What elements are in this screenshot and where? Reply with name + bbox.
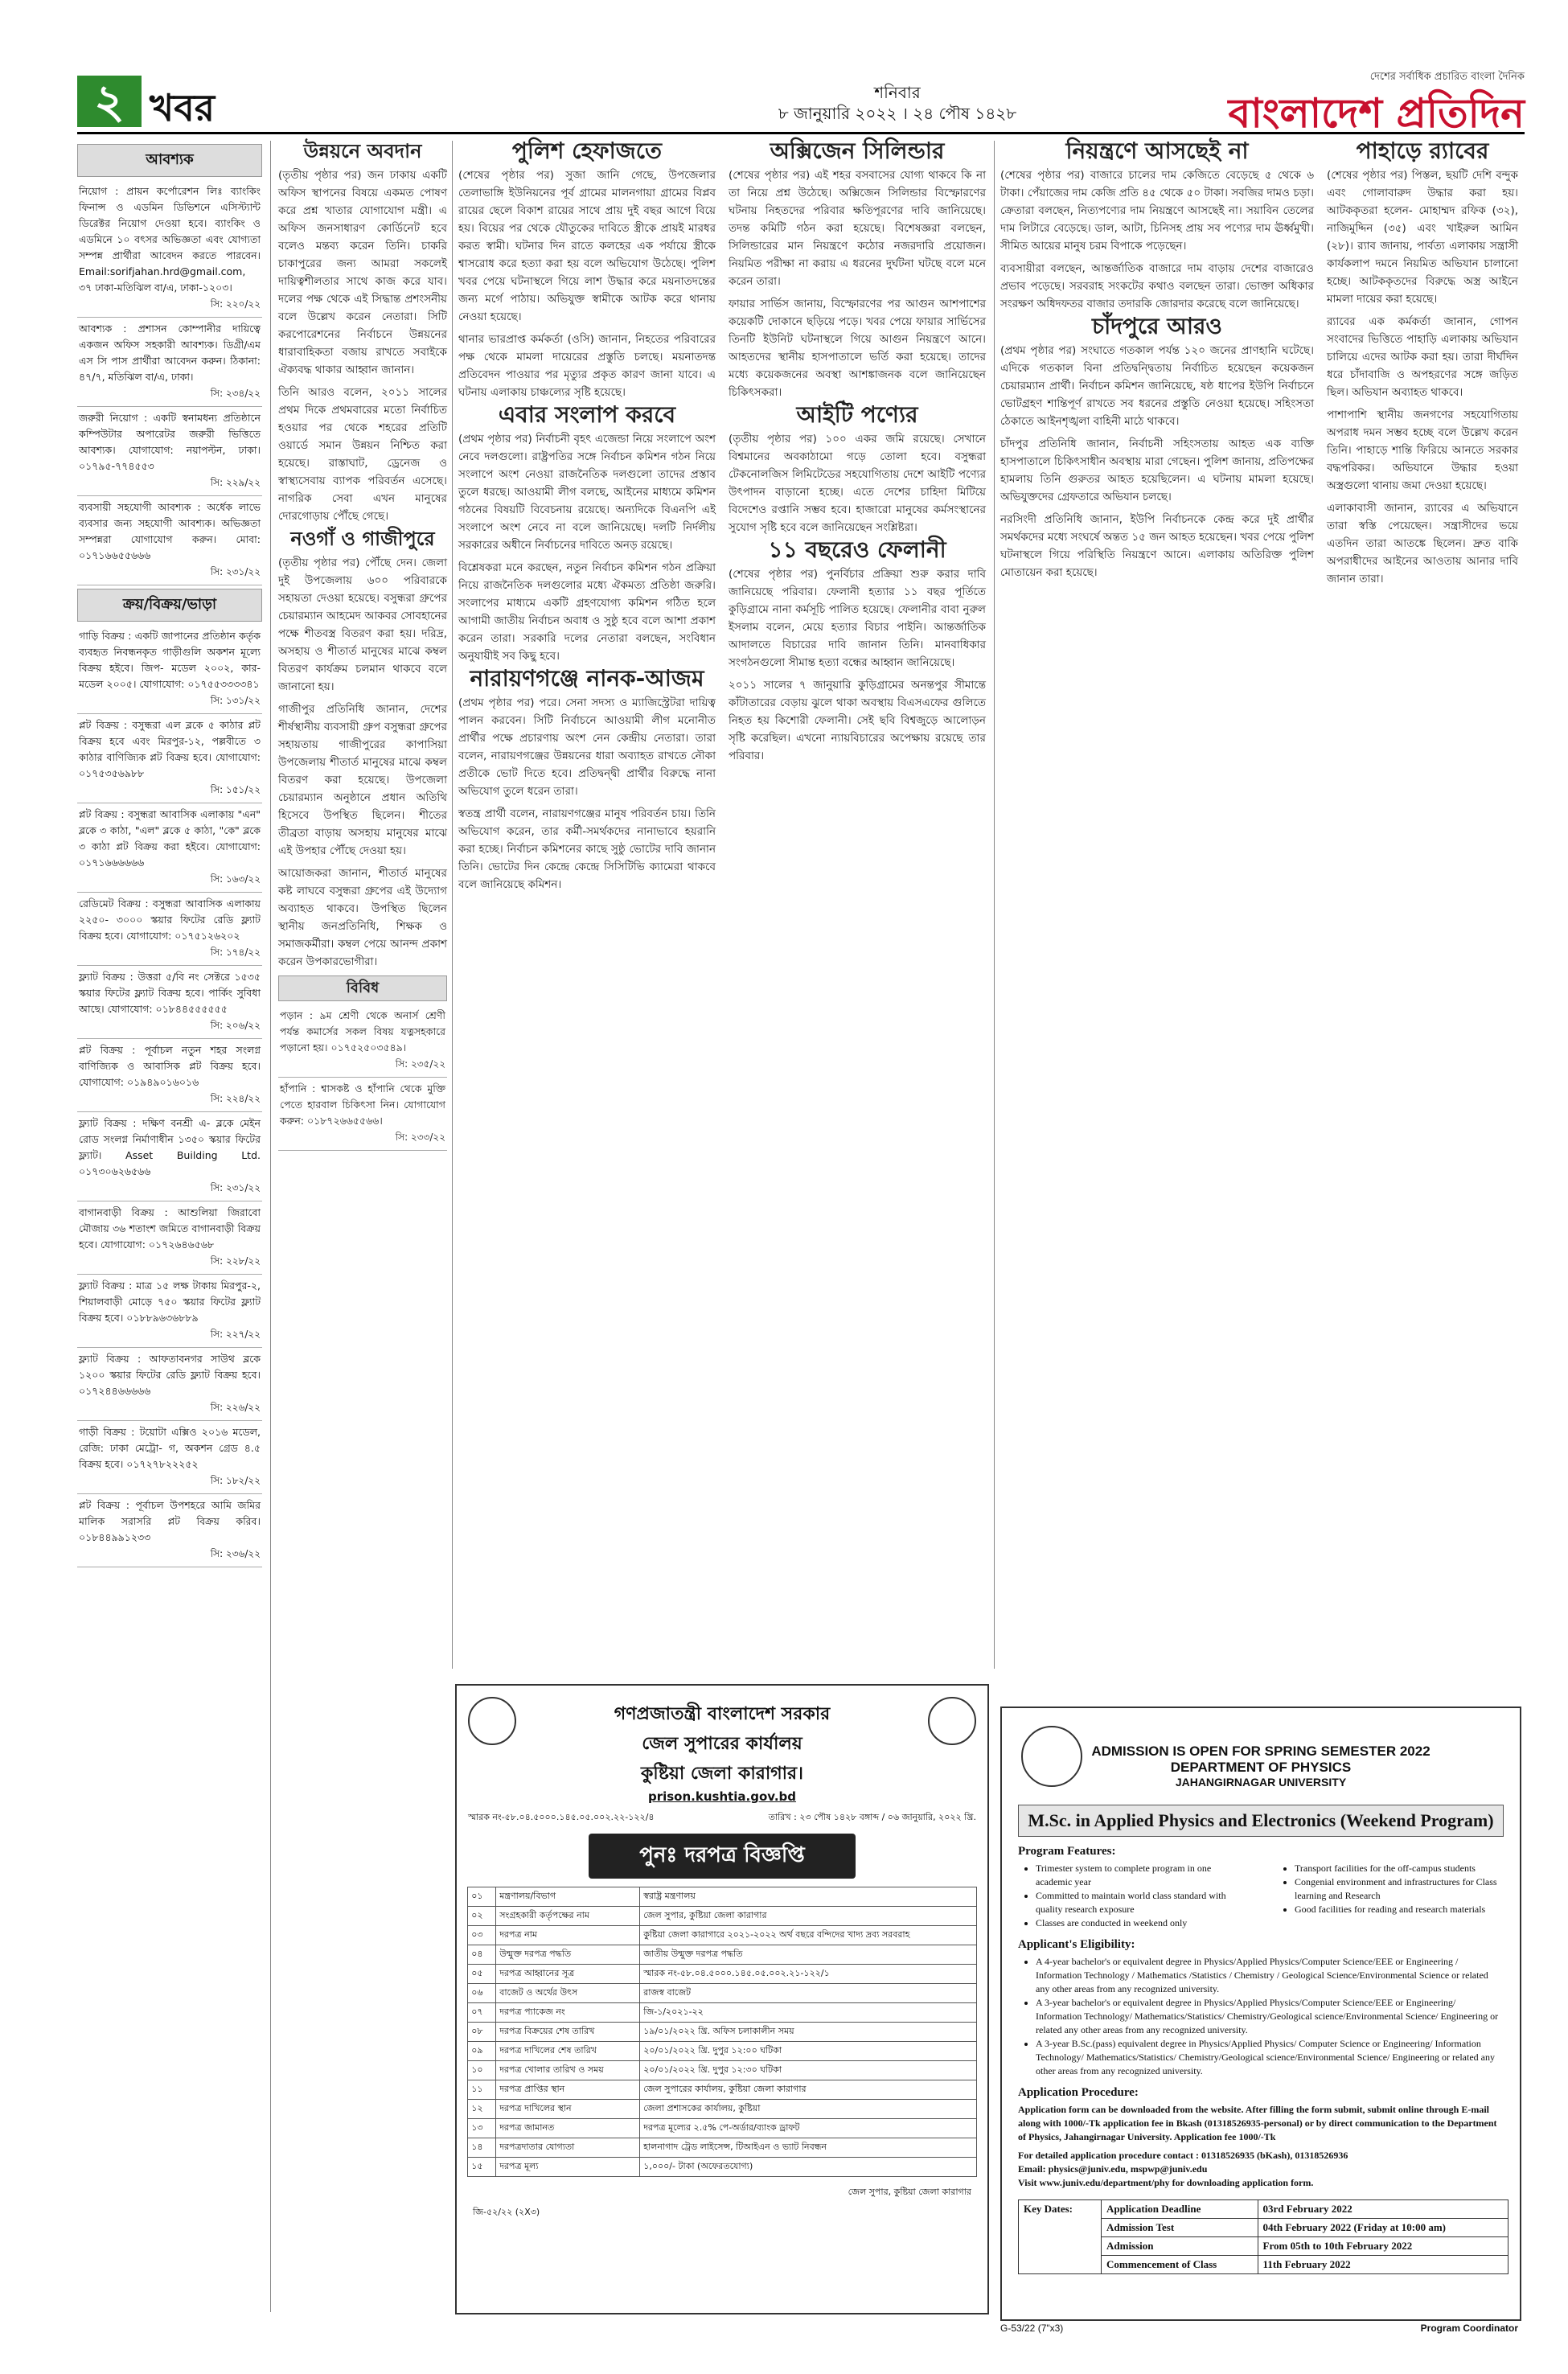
notice-date: তারিখ : ২৩ পৌষ ১৪২৮ বঙ্গাব্দ / ০৬ জানুয়ারি, ২০২২ খ্রি. bbox=[768, 1812, 976, 1822]
ad-code: সি: ২২৪/২২ bbox=[210, 1093, 261, 1104]
key-dates-label bbox=[1019, 2237, 1102, 2256]
article-text: (তৃতীয় পৃষ্ঠার পর) ১০০ একর জমি রয়েছে। সেখানে বিশ্বমানের অবকাঠামো গড়ে তোলা হবে। বসুন্ধরা টেকনোলজিস লিমিটেডের সহযোগিতায় দেশে আইটি পণ্যের উৎপাদন বাড়ানো হচ্ছে। এতে দেশের চাহিদা মিটিয়ে বিদেশেও রপ্তানি সম্ভব হবে। হাজারো মানুষের কর্মসংস্থানের সুযোগ সৃষ্টি হবে বলে জানিয়েছেন সংশ্লিষ্টরা। bbox=[729, 433, 986, 534]
article-text: র‍্যাবের এক কর্মকর্তা জানান, গোপন সংবাদের ভিত্তিতে পাহাড়ি এলাকায় অভিযান চালিয়ে এদের আটক করা হয়। তারা দীর্ঘদিন ধরে চাঁদাবাজি ও অপহরণের সঙ্গে জড়িত ছিল। অভিযান অব্যাহত থাকবে। bbox=[1327, 315, 1518, 399]
key-dates-table bbox=[1018, 2199, 1508, 2274]
ad-code: সি: ১৩১/২২ bbox=[210, 695, 261, 706]
notice-cell: ১৪ bbox=[468, 2138, 496, 2158]
ad-code: সি: ২৩৬/২২ bbox=[210, 1548, 261, 1559]
ad-code: সি: ১৫১/২২ bbox=[210, 784, 261, 795]
notice-row bbox=[468, 2003, 977, 2023]
eligibility-item: • A 3-year bachelor's or equivalent degree in Physics/Applied Physics/Computer Science/EEE or Engineering/ Information Technology/ Mathematics/Statistics/ Chemistry/Geological science/Environmental Science/ Engineering or related any other areas from any recognized university. bbox=[1036, 1996, 1504, 2037]
notice-cell: সংগ্রহকারী কর্তৃপক্ষের নাম bbox=[496, 1907, 640, 1926]
article-text: (তৃতীয় পৃষ্ঠার পর) পৌঁছে দেন। জেলা দুই উপজেলায় ৬০০ পরিবারকে সহায়তা দেওয়া হয়েছে। বসুন্ধরা গ্রুপের চেয়ারম্যান আহমেদ আকবর সোবহানের পক্ষে শীতবস্ত্র বিতরণ করা হয়। দরিদ্র, অসহায় ও শীতার্ত মানুষের মাঝে কম্বল বিতরণ কার্যক্রম চলমান থাকবে বলে জানানো হয়। bbox=[278, 557, 447, 693]
ad-text: জরুরী নিয়োগ : একটি স্বনামধন্য প্রতিষ্ঠানে কম্পিউটার অপারেটর জরুরী ভিত্তিতে আবশ্যক। যোগাযোগ: নয়াপল্টন, ঢাকা। ০১৭৯৫-৭৭৪৫৫৩ bbox=[79, 412, 261, 472]
notice-cell: দরপত্র প্রাপ্তির স্থান bbox=[496, 2080, 640, 2100]
university-name: JAHANGIRNAGAR UNIVERSITY bbox=[1175, 1776, 1347, 1789]
features-heading: Program Features: bbox=[1018, 1845, 1116, 1858]
article-text: স্বতন্ত্র প্রার্থী বলেন, নারায়ণগঞ্জের মানুষ পরিবর্তন চায়। তিনি অভিযোগ করেন, তার কর্মী-সমর্থকদের নানাভাবে হয়রানি করা হচ্ছে। নির্বাচন কমিশনের কাছে সুষ্ঠু ভোটের দাবি জানান তিনি। ভোটের দিন কেন্দ্রে কেন্দ্রে সিসিটিভি ক্যামেরা থাকবে বলে জানিয়েছে কমিশন। bbox=[458, 807, 716, 891]
key-date-value: From 05th to 10th February 2022 bbox=[1258, 2237, 1508, 2256]
classified-ad bbox=[77, 1421, 262, 1494]
notice-cell: জেলা প্রশাসকের কার্যালয়, কুষ্টিয়া bbox=[640, 2100, 977, 2119]
govt-seal-icon bbox=[468, 1697, 516, 1745]
notice-cell: দরপত্র মূল্য bbox=[496, 2158, 640, 2177]
features-left bbox=[1018, 1862, 1245, 1930]
ad-text: বাগানবাড়ী বিক্রয় : আশুলিয়া জিরাবো মৌজায় ৩৬ শতাংশ জমিতে বাগানবাড়ী বিক্রয় হবে। যোগাযোগ: ০১৭২৬৪৬৫৬৮ bbox=[79, 1206, 261, 1251]
eligibility-item: • A 3-year B.Sc.(pass) equivalent degree in Physics/Applied Physics/ Computer Science or Engineering/ Information Technology/ Mathematics/Statistics/ Chemistry/Geological science/Environmental Science/ Engineering or related any other areas from any recognized university. bbox=[1036, 2037, 1504, 2078]
notice-cell: জেল সুপার, কুষ্টিয়া জেলা কারাগার bbox=[640, 1907, 977, 1926]
article-text: আয়োজকরা জানান, শীতার্ত মানুষের কষ্ট লাঘবে বসুন্ধরা গ্রুপের এই উদ্যোগ অব্যাহত থাকবে। উপস্থিত ছিলেন স্থানীয় জনপ্রতিনিধি, শিক্ষক ও সমাজকর্মীরা। কম্বল পেয়ে আনন্দ প্রকাশ করেন উপকারভোগীরা। bbox=[278, 867, 447, 968]
article-text: গাজীপুর প্রতিনিধি জানান, দেশের শীর্ষস্থানীয় ব্যবসায়ী গ্রুপ বসুন্ধরা গ্রুপের সহায়তায় গাজীপুরের কাপাসিয়া উপজেলায় শীতার্ত মানুষের মাঝে কম্বল বিতরণ করা হয়েছে। উপজেলা চেয়ারম্যান অনুষ্ঠানে প্রধান অতিথি হিসেবে উপস্থিত ছিলেন। শীতের তীব্রতা বাড়ায় অসহায় মানুষের মাঝে এই উপহার পৌঁছে দেওয়া হয়। bbox=[278, 703, 447, 857]
notice-cell: ১০ bbox=[468, 2061, 496, 2080]
classified-head-wanted: আবশ্যক bbox=[77, 144, 262, 177]
notice-cell: ১২ bbox=[468, 2100, 496, 2119]
ad-text: পড়ান : ৯ম শ্রেণী থেকে অনার্স শ্রেণী পর্যন্ত কমার্সের সকল বিষয় যত্নসহকারে পড়ানো হয়। ০১৭৫২৫০৩৫৪৯। bbox=[280, 1009, 445, 1054]
ad-text: প্লট বিক্রয় : বসুন্ধরা আবাসিক এলাকায় "এন" ব্লকে ৩ কাঠা, "এল" ব্লকে ৫ কাঠা, "কে" ব্লকে ৩ কাঠা প্লট বিক্রয় করা হইবে। যোগাযোগ: ০১৭১৬৬৬৬৬৬ bbox=[79, 808, 261, 869]
notice-cell: জাতীয় উন্মুক্ত দরপত্র পদ্ধতি bbox=[640, 1945, 977, 1965]
article-text: (প্রথম পৃষ্ঠার পর) পরে। সেনা সদস্য ও ম্যাজিস্ট্রেটরা দায়িত্ব পালন করবেন। সিটি নির্বাচনে আওয়ামী লীগ মনোনীত প্রার্থীর পক্ষে প্রচারণায় অংশ নেন কেন্দ্রীয় নেতারা। তারা বলেন, নারায়ণগঞ্জের উন্নয়নের ধারা অব্যাহত রাখতে নৌকা প্রতীকে ভোট দিতে হবে। প্রতিদ্বন্দ্বী প্রার্থীর বিরুদ্ধে নানা অভিযোগ তুলে ধরেন তারা। bbox=[458, 696, 716, 798]
article-text: ব্যবসায়ীরা বলছেন, আন্তর্জাতিক বাজারে দাম বাড়ায় দেশের বাজারেও প্রভাব পড়েছে। সরবরাহ সংকটের কথাও বলছেন তারা। ভোক্তা অধিকার সংরক্ষণ অধিদফতর বাজার তদারকি জোরদার করেছে বলে জানিয়েছে। bbox=[1000, 262, 1314, 310]
article-text: (শেষের পৃষ্ঠার পর) বাজারে চালের দাম কেজিতে বেড়েছে ৫ থেকে ৬ টাকা। পেঁয়াজের দাম কেজি প্রতি ৪৫ থেকে ৫০ টাকা। সবজির দামও চড়া। ক্রেতারা বলছেন, নিত্যপণ্যের দাম নিয়ন্ত্রণে আসছেই না। সয়াবিন তেলের দাম লিটারে বেড়েছে। ডাল, আটা, চিনিসহ প্রায় সব পণ্যের দাম ঊর্ধ্বমুখী। সীমিত আয়ের মানুষ চরম বিপাকে পড়েছেন। bbox=[1000, 169, 1314, 253]
notice-cell: স্মারক নং-৫৮.০৪.৫০০০.১৪৫.০৫.০০২.২১-১২২/১ bbox=[640, 1965, 977, 1984]
notice-cell: উন্মুক্ত দরপত্র পদ্ধতি bbox=[496, 1945, 640, 1965]
notice-signature: জেল সুপার, কুষ্টিয়া জেলা কারাগার bbox=[848, 2187, 971, 2197]
notice-cell: ০৩ bbox=[468, 1926, 496, 1945]
article-text: বিশ্লেষকরা মনে করছেন, নতুন নির্বাচন কমিশন গঠন প্রক্রিয়া নিয়ে রাজনৈতিক দলগুলোর মধ্যে ঐকমত্য প্রতিষ্ঠা জরুরি। সংলাপের মাধ্যমে একটি গ্রহণযোগ্য কমিশন গঠিত হলে আগামী জাতীয় নির্বাচন অবাধ ও সুষ্ঠু হবে বলে আশা প্রকাশ করেন তারা। সরকারি দলের নেতারা বলছেন, সংবিধান অনুযায়ীই সব কিছু হবে। bbox=[458, 561, 716, 663]
ad-text: নিয়োগ : প্রায়ন কর্পোরেশন লিঃ ব্যাংকিং ফিনান্স ও এডমিন ডিভিশনে এসিস্ট্যান্ট ডিরেক্টর নিয়োগ দেওয়া হবে। ব্যাংকিং ও এডমিনে ১০ বৎসর অভিজ্ঞতা এবং যোগ্যতা সম্পন্ন প্রার্থীরা আবেদন করতে পারবেন। Email:sorifjahan.hrd@gmail.com, ৩৭ ঢাকা-মতিঝিল বা/এ, ঢাকা-১২০৩। bbox=[79, 185, 261, 294]
notice-cell: ২০/০১/২০২২ খ্রি. দুপুর ১২:৩০ ঘটিকা bbox=[640, 2061, 977, 2080]
headline: পাহাড়ে র‍্যাবের bbox=[1356, 138, 1489, 164]
notice-cell: জি-১/২০২১-২২ bbox=[640, 2003, 977, 2023]
ad-code: সি: ২২৬/২২ bbox=[210, 1402, 261, 1413]
eligibility-list bbox=[1018, 1955, 1504, 2078]
column-police-custody bbox=[458, 138, 716, 898]
ad-code: সি: ১৭৪/২২ bbox=[210, 947, 261, 958]
notice-cell: দরপত্র প্যাকেজ নং bbox=[496, 2003, 640, 2023]
key-date-row bbox=[1019, 2237, 1508, 2256]
feature-item: • Committed to maintain world class standard with quality research exposure bbox=[1036, 1889, 1245, 1916]
classified-ad bbox=[77, 1494, 262, 1567]
department-name: DEPARTMENT OF PHYSICS bbox=[1170, 1760, 1352, 1775]
classified-ad bbox=[77, 1201, 262, 1275]
notice-row bbox=[468, 1907, 977, 1926]
article-text: চাঁদপুর প্রতিনিধি জানান, নির্বাচনী সহিংসতায় আহত এক ব্যক্তি হাসপাতালে চিকিৎসাধীন অবস্থায় মারা গেছেন। পুলিশ জানায়, প্রতিপক্ষের হামলায় তিনি গুরুতর আহত হয়েছিলেন। এ ঘটনায় মামলা হয়েছে। অভিযুক্তদের গ্রেফতারে অভিযান চলছে। bbox=[1000, 437, 1314, 503]
ad-text: ব্যবসায়ী সহযোগী আবশ্যক : অর্ধেক লাভে ব্যবসার জন্য সহযোগী আবশ্যক। অভিজ্ঞতা সম্পন্নরা যোগাযোগ করুন। মোবা: ০১৭১৬৬৫৫৬৬৬ bbox=[79, 501, 261, 561]
key-date-event: Commencement of Class bbox=[1102, 2256, 1258, 2274]
notice-row bbox=[468, 2023, 977, 2042]
notice-cell: মন্ত্রণালয়/বিভাগ bbox=[496, 1887, 640, 1907]
tender-notice bbox=[455, 1684, 989, 2314]
classified-ad bbox=[77, 893, 262, 966]
notice-code: জি-৫২/২২ (২X৩) bbox=[473, 2207, 540, 2217]
notice-row bbox=[468, 2042, 977, 2061]
article-text: (শেষের পৃষ্ঠার পর) পুনর্বিচার প্রক্রিয়া শুরু করার দাবি জানিয়েছে পরিবার। ফেলানী হত্যার ১১ বছর পূর্তিতে কুড়িগ্রামে নানা কর্মসূচি পালিত হয়েছে। ফেলানীর বাবা নুরুল ইসলাম বলেন, মেয়ে হত্যার বিচার পাইনি। আন্তর্জাতিক আদালতে বিচারের দাবি জানান তিনি। মানবাধিকার সংগঠনগুলো সীমান্ত হত্যা বন্ধের আহ্বান জানিয়েছে। bbox=[729, 568, 986, 669]
notice-row bbox=[468, 1984, 977, 2003]
feature-item: • Good facilities for reading and research materials bbox=[1295, 1903, 1504, 1916]
article-text: পাশাপাশি স্থানীয় জনগণের সহযোগিতায় অপরাধ দমন সম্ভব হচ্ছে বলে উল্লেখ করেন তিনি। পাহাড়ে শান্তি ফিরিয়ে আনতে সরকার বদ্ধপরিকর। অভিযানে উদ্ধার হওয়া অস্ত্রগুলো থানায় জমা দেওয়া হয়েছে। bbox=[1327, 409, 1518, 492]
notice-cell: কুষ্টিয়া জেলা কারাগারে ২০২১-২০২২ অর্থ বছরে বন্দিদের খাদ্য দ্রব্য সরবরাহ bbox=[640, 1926, 977, 1945]
ad-code: সি: ২০৬/২২ bbox=[210, 1020, 261, 1031]
article-text: (শেষের পৃষ্ঠার পর) সুজা জানি গেছে, উপজেলার তেলাভাঙ্গি ইউনিয়নের পূর্ব গ্রামের মালনগায়া গ্রামের বিপ্লব রায়ের ছেলে বিকাশ রায়ের সাথে প্রায় দুই বছর আগে বিয়ে হয়। বিয়ের পর থেকে যৌতুকের দাবিতে স্ত্রীকে প্রায়ই মারধর করত স্বামী। ঘটনার দিন রাতে কলহের এক পর্যায়ে স্ত্রীকে শ্বাসরোধ করে হত্যা করা হয় বলে অভিযোগ উঠেছে। পুলিশ খবর পেয়ে ঘটনাস্থলে গিয়ে লাশ উদ্ধার করে ময়নাতদন্তের জন্য মর্গে পাঠায়। অভিযুক্ত স্বামীকে আটক করে থানায় নেওয়া হয়েছে। bbox=[458, 169, 716, 323]
notice-table bbox=[467, 1887, 977, 2177]
program-coordinator: Program Coordinator bbox=[1420, 2323, 1518, 2334]
key-dates-label: Key Dates: bbox=[1019, 2200, 1102, 2219]
ad-text: ফ্ল্যাট বিক্রয় : উত্তরা ৫/বি নং সেক্টরে ১৫৩৫ স্কয়ার ফিটের ফ্ল্যাট বিক্রয় হবে। পার্কিং সুবিধা আছে। যোগাযোগ: ০১৮৪৪৫৫৫৫৫৫ bbox=[79, 971, 261, 1015]
key-date-event: Admission Test bbox=[1102, 2219, 1258, 2237]
logo-tagline: দেশের সর্বাধিক প্রচারিত বাংলা দৈনিক bbox=[1369, 71, 1525, 83]
article-text: (প্রথম পৃষ্ঠার পর) সংঘাতে গতকাল পর্যন্ত ১২০ জনের প্রাণহানি ঘটেছে। এদিকে গতকাল বিনা প্রতিদ্বন্দ্বিতায় নির্বাচিত হয়েছেন কয়েকজন চেয়ারম্যান প্রার্থী। নির্বাচন কমিশন জানিয়েছে, ষষ্ঠ ধাপের ইউপি নির্বাচনে ভোটগ্রহণ শান্তিপূর্ণ রাখতে সব ধরনের প্রস্তুতি নেওয়া হয়েছে। সহিংসতা ঠেকাতে আইনশৃঙ্খলা বাহিনী মাঠে থাকবে। bbox=[1000, 344, 1314, 428]
key-date-row bbox=[1019, 2219, 1508, 2237]
column-rule bbox=[270, 141, 271, 2312]
admission-title: ADMISSION IS OPEN FOR SPRING SEMESTER 2022 bbox=[1091, 1744, 1430, 1759]
ad-code: সি: ১৬৩/২২ bbox=[210, 873, 261, 885]
classified-ad bbox=[77, 966, 262, 1039]
key-date-event: Admission bbox=[1102, 2237, 1258, 2256]
notice-cell: ১৩ bbox=[468, 2119, 496, 2138]
newspaper-logo: বাংলাদেশ প্রতিদিন bbox=[1228, 89, 1525, 137]
ad-text: গাড়ি বিক্রয় : একটি জাপানের প্রতিষ্ঠান কর্তৃক ব্যবহৃত নিবন্ধনকৃত গাড়ীগুলি অকশন মূল্যে বিক্রয় হইবে। জিপ- মডেল ২০০২, কার- মডেল ২০০৫। যোগাযোগ: ০১৭৫৫৩৩৩৩৪১ bbox=[79, 630, 261, 690]
notice-cell: ১৫ bbox=[468, 2158, 496, 2177]
article-text: (শেষের পৃষ্ঠার পর) পিস্তল, ছয়টি দেশি বন্দুক এবং গোলাবারুদ উদ্ধার করা হয়। আটককৃতরা হলেন- মোহাম্মদ রফিক (৩২), নাজিমুদ্দিন (৩৫) এবং খাইরুল আমিন (২৮)। র‍্যাব জানায়, পার্বত্য এলাকায় সন্ত্রাসী কার্যকলাপ দমনে নিয়মিত অভিযান চালানো হচ্ছে। আটককৃতদের বিরুদ্ধে অস্ত্র আইনে মামলা দায়ের করা হয়েছে। bbox=[1327, 169, 1518, 306]
headline: আইটি পণ্যের bbox=[796, 401, 918, 428]
headline: উন্নয়নে অবদান bbox=[303, 140, 422, 162]
ad-code: সি: ২২৯/২২ bbox=[210, 477, 261, 488]
notice-cell: দরপত্রদাতার যোগ্যতা bbox=[496, 2138, 640, 2158]
program-name: M.Sc. in Applied Physics and Electronics (Weekend Program) bbox=[1018, 1805, 1504, 1837]
column-rule bbox=[994, 141, 995, 1669]
ad-code: সি: ২৩১/২২ bbox=[210, 1182, 261, 1193]
university-logo-icon bbox=[1021, 1726, 1082, 1787]
admission-footer bbox=[1000, 2323, 1518, 2334]
headline: নওগাঁ ও গাজীপুরে bbox=[290, 528, 435, 550]
key-date-event: Application Deadline bbox=[1102, 2200, 1258, 2219]
feature-item: • Classes are conducted in weekend only bbox=[1036, 1916, 1245, 1930]
page-number: ২ bbox=[77, 76, 142, 127]
article-text: নরসিংদী প্রতিনিধি জানান, ইউপি নির্বাচনকে কেন্দ্র করে দুই প্রার্থীর সমর্থকদের মধ্যে সংঘর্ষে অন্তত ১৫ জন আহত হয়েছেন। খবর পেয়ে পুলিশ ঘটনাস্থলে গিয়ে পরিস্থিতি নিয়ন্ত্রণে আনে। এলাকায় অতিরিক্ত পুলিশ মোতায়েন করা হয়েছে। bbox=[1000, 513, 1314, 579]
classified-head-misc: বিবিধ bbox=[278, 975, 447, 1001]
key-dates-label bbox=[1019, 2256, 1102, 2274]
article-text: থানার ভারপ্রাপ্ত কর্মকর্তা (ওসি) জানান, নিহতের পরিবারের পক্ষ থেকে মামলা দায়েরের প্রস্তুতি চলছে। ময়নাতদন্ত প্রতিবেদন পাওয়ার পর মৃত্যুর প্রকৃত কারণ জানা যাবে। এ ঘটনায় এলাকায় চাঞ্চল্যের সৃষ্টি হয়েছে। bbox=[458, 333, 716, 399]
classified-head-buysell: ক্রয়/বিক্রয়/ভাড়া bbox=[77, 589, 262, 622]
classified-ad bbox=[278, 1004, 447, 1078]
ad-code: সি: ২৩৩/২২ bbox=[395, 1132, 445, 1143]
column-oxygen-cylinder bbox=[729, 138, 986, 770]
notice-cell: ২০/০১/২০২২ খ্রি. দুপুর ১২:০০ ঘটিকা bbox=[640, 2042, 977, 2061]
classified-ad bbox=[77, 496, 262, 585]
page-header bbox=[77, 71, 1525, 137]
notice-cell: দরপত্র জামানত bbox=[496, 2119, 640, 2138]
notice-cell: ০৬ bbox=[468, 1984, 496, 2003]
notice-cell: ১,০০০/- টাকা (অফেরতযোগ্য) bbox=[640, 2158, 977, 2177]
notice-cell: দরপত্র নাম bbox=[496, 1926, 640, 1945]
notice-cell: বাজেট ও অর্থের উৎস bbox=[496, 1984, 640, 2003]
notice-cell: দরপত্র বিক্রয়ের শেষ তারিখ bbox=[496, 2023, 640, 2042]
ad-code: সি: ২৩৫/২২ bbox=[395, 1058, 445, 1070]
ad-text: প্লট বিক্রয় : পূর্বাচল নতুন শহর সংলগ্ন বাণিজ্যিক ও আবাসিক প্লট বিক্রয় হবে। যোগাযোগ: ০১৯৪৯০১৬০১৬ bbox=[79, 1044, 261, 1088]
ad-text: গাড়ী বিক্রয় : টয়োটা এক্সিও ২০১৬ মডেল, রেজি: ঢাকা মেট্রো- গ, অকশন গ্রেড ৪.৫ বিক্রয় হবে। ০১৭২৭৮২২২৫২ bbox=[79, 1426, 261, 1470]
article-text: (তৃতীয় পৃষ্ঠার পর) জন ঢাকায় একটি অফিস স্থাপনের বিষয়ে একমত পোষণ করে প্রশ্ন খাতার যোগাযোগ মন্ত্রী। এ অফিস জনসাধারণ কোর্ডিনেট হবে বলেও মন্তব্য করেন তিনি। চাকরি চাকাপুরের জন্য আমরা সকলেই দায়িত্বশীলতার সাথে কাজ করে যাব। দলের পক্ষ থেকে এই সিদ্ধান্ত প্রশংসনীয় বলে উল্লেখ করেন নেতারা। সিটি করপোরেশনের নির্বাচনে উন্নয়নের ধারাবাহিকতা বজায় রাখতে সবাইকে ঐক্যবদ্ধ থাকার আহ্বান জানান। bbox=[278, 169, 447, 376]
contact-info: For detailed application procedure contact : 01318526935 (bKash), 01318526936 bbox=[1018, 2150, 1348, 2161]
ad-code: সি: ২৩৪/২২ bbox=[210, 388, 261, 399]
ad-text: আবশ্যক : প্রশাসন কোম্পানীর দায়িত্বে একজন অফিস সহকারী আবশ্যক। ডিগ্রী/এম এস সি পাস প্রার্থীরা আবেদন করুন। ঠিকানা: ৪৭/৭, মতিঝিল বা/এ, ঢাকা। bbox=[79, 322, 261, 383]
classified-ad bbox=[77, 625, 262, 714]
article-text: (প্রথম পৃষ্ঠার পর) নির্বাচনী বৃহৎ এজেন্ডা নিয়ে সংলাপে অংশ নেবে দলগুলো। রাষ্ট্রপতির সঙ্গে নির্বাচন কমিশন গঠন নিয়ে সংলাপে অংশ নেওয়া রাজনৈতিক দলগুলো তাদের প্রস্তাব তুলে ধরছে। আওয়ামী লীগ বলছে, আইনের মাধ্যমে কমিশন গঠনের বিষয়টি বিবেচনায় রয়েছে। অন্যদিকে বিএনপি এই সংলাপে অংশ নেবে না বলে জানিয়েছে। দলটি নির্দলীয় সরকারের অধীনে নির্বাচনের দাবিতে অনড় রয়েছে। bbox=[458, 433, 716, 552]
headline: অক্সিজেন সিলিন্ডার bbox=[770, 138, 945, 164]
mujib-logo-icon bbox=[928, 1697, 976, 1745]
feature-item: • Congenial environment and infrastructures for Class learning and Research bbox=[1295, 1875, 1504, 1903]
notice-cell: ১১ bbox=[468, 2080, 496, 2100]
column-rule bbox=[452, 141, 453, 1669]
notice-cell: ০৪ bbox=[468, 1945, 496, 1965]
notice-subtitle: জেল সুপারের কার্যালয় bbox=[642, 1734, 802, 1754]
headline: ১১ বছরেও ফেলানী bbox=[768, 536, 946, 563]
notice-cell: স্বরাষ্ট্র মন্ত্রণালয় bbox=[640, 1887, 977, 1907]
ad-code: সি: ২৩১/২২ bbox=[210, 566, 261, 577]
ad-text: ফ্ল্যাট বিক্রয় : আফতাবনগর সাউথ ব্লকে ১২০০ স্কয়ার ফিটের রেডি ফ্ল্যাট বিক্রয় হবে। ০১৭২৪৪৬৬৬৬৬ bbox=[79, 1353, 261, 1397]
article-text: (শেষের পৃষ্ঠার পর) এই শহর বসবাসের যোগ্য থাকবে কি না তা নিয়ে প্রশ্ন উঠেছে। অক্সিজেন সিলিন্ডার বিস্ফোরণের ঘটনায় নিহতদের পরিবার ক্ষতিপূরণের দাবি জানিয়েছে। তদন্ত কমিটি গঠন করা হয়েছে। বিশেষজ্ঞরা বলছেন, সিলিন্ডারের মান নিয়ন্ত্রণে কঠোর নজরদারি প্রয়োজন। নিয়মিত পরীক্ষা না করায় এ ধরনের দুর্ঘটনা ঘটছে বলে মনে করেন তারা। bbox=[729, 169, 986, 288]
article-text: ফায়ার সার্ভিস জানায়, বিস্ফোরণের পর আগুন আশপাশের কয়েকটি দোকানে ছড়িয়ে পড়ে। খবর পেয়ে ফায়ার সার্ভিসের তিনটি ইউনিট ঘটনাস্থলে গিয়ে আগুন নিয়ন্ত্রণে আনে। আহতদের স্থানীয় হাসপাতালে ভর্তি করা হয়েছে। তাদের মধ্যে কয়েকজনের অবস্থা আশঙ্কাজনক বলে জানিয়েছেন চিকিৎসকরা। bbox=[729, 298, 986, 399]
column-development bbox=[278, 141, 447, 1151]
classified-ad bbox=[77, 180, 262, 318]
ad-code: সি: ২২৭/২২ bbox=[210, 1329, 261, 1340]
notice-cell: ০১ bbox=[468, 1887, 496, 1907]
headline: নারায়ণগঞ্জে নানক-আজম bbox=[470, 665, 704, 692]
notice-website: prison.kushtia.gov.bd bbox=[647, 1789, 797, 1804]
notice-cell: জেল সুপারের কার্যালয়, কুষ্টিয়া জেলা কারাগার bbox=[640, 2080, 977, 2100]
eligibility-item: • A 4-year bachelor's or equivalent degree in Physics/Applied Physics/Computer Science/EEE or Engineering / Information Technology / Mathematics /Statistics / Chemistry / Geological Science/Environmental Science or related any other areas from any recognized university. bbox=[1036, 1955, 1504, 1996]
key-date-value: 11th February 2022 bbox=[1258, 2256, 1508, 2274]
ad-code: সি: ২২৮/২২ bbox=[210, 1255, 261, 1267]
column-price-control bbox=[1000, 138, 1314, 586]
notice-cell: হালনাগাদ ট্রেড লাইসেন্স, টিআইএন ও ভ্যাট নিবন্ধন bbox=[640, 2138, 977, 2158]
classified-ad bbox=[278, 1078, 447, 1151]
classified-ad bbox=[77, 714, 262, 803]
eligibility-heading: Applicant's Eligibility: bbox=[1018, 1938, 1135, 1951]
key-date-row bbox=[1019, 2256, 1508, 2274]
notice-row bbox=[468, 1926, 977, 1945]
classified-ad bbox=[77, 1275, 262, 1348]
classified-ad bbox=[77, 803, 262, 893]
classified-ad bbox=[77, 1112, 262, 1201]
notice-cell: দরপত্র আহ্বানের সূত্র bbox=[496, 1965, 640, 1984]
notice-row bbox=[468, 1965, 977, 1984]
visit-website: Visit www.juniv.edu/department/phy for downloading application form. bbox=[1018, 2177, 1314, 2188]
classified-sidebar bbox=[77, 141, 262, 1567]
notice-row bbox=[468, 2158, 977, 2177]
notice-cell: ১৯/০১/২০২২ খ্রি. অফিস চলাকালীন সময় bbox=[640, 2023, 977, 2042]
notice-banner: পুনঃ দরপত্র বিজ্ঞপ্তি bbox=[589, 1834, 856, 1879]
notice-cell: ০৯ bbox=[468, 2042, 496, 2061]
classified-ad bbox=[77, 1039, 262, 1112]
key-date-value: 03rd February 2022 bbox=[1258, 2200, 1508, 2219]
article-text: ২০১১ সালের ৭ জানুয়ারি কুড়িগ্রামের অনন্তপুর সীমান্তে কাঁটাতারের বেড়ায় ঝুলে থাকা অবস্থায় বিএসএফের গুলিতে নিহত হয় কিশোরী ফেলানী। সেই ছবি বিশ্বজুড়ে আলোড়ন সৃষ্টি করেছিল। এখনো ন্যায়বিচারের অপেক্ষায় রয়েছে তার পরিবার। bbox=[729, 679, 986, 762]
column-rab-hills bbox=[1327, 138, 1518, 593]
ad-text: ফ্ল্যাট বিক্রয় : দক্ষিণ বনশ্রী এ- ব্লকে মেইন রোড সংলগ্ন নির্মাণাধীন ১৩৫০ স্কয়ার ফিটের ফ্ল্যাট। Asset Building Ltd. ০১৭৩০৬২৬৫৬৬ bbox=[79, 1117, 261, 1177]
article-text: তিনি আরও বলেন, ২০১১ সালের প্রথম দিকে প্রথমবারের মতো নির্বাচিত হওয়ার পর থেকে শহরের প্রতিটি ওয়ার্ডে সমান উন্নয়ন নিশ্চিত করা হয়েছে। রাস্তাঘাট, ড্রেনেজ ও স্বাস্থ্যসেবায় ব্যাপক পরিবর্তন এসেছে। নাগরিক সেবা এখন মানুষের দোরগোড়ায় পৌঁছে গেছে। bbox=[278, 386, 447, 523]
notice-cell: দরপত্র মূল্যের ২.৫% পে-অর্ডার/ব্যাংক ড্রাফট bbox=[640, 2119, 977, 2138]
ad-code: G-53/22 (7"x3) bbox=[1000, 2323, 1064, 2334]
notice-cell: দরপত্র দাখিলের শেষ তারিখ bbox=[496, 2042, 640, 2061]
headline: পুলিশ হেফাজতে bbox=[511, 138, 663, 164]
classified-ad bbox=[77, 318, 262, 407]
notice-row bbox=[468, 1887, 977, 1907]
ad-text: ফ্ল্যাট বিক্রয় : মাত্র ১৫ লক্ষ টাকায় মিরপুর-২, শিয়ালবাড়ী মোড়ে ৭৫০ স্কয়ার ফিটের ফ্ল্যাট বিক্রয় হবে। ০১৮৮৯৬৩৬৮৮৯ bbox=[79, 1279, 261, 1324]
dateline bbox=[656, 82, 1139, 124]
headline: এবার সংলাপ করবে bbox=[498, 401, 676, 428]
notice-cell: রাজস্ব বাজেট bbox=[640, 1984, 977, 2003]
notice-row bbox=[468, 2061, 977, 2080]
notice-row bbox=[468, 2138, 977, 2158]
procedure-heading: Application Procedure: bbox=[1018, 2086, 1139, 2099]
features-right bbox=[1277, 1862, 1504, 1930]
ad-code: সি: ২২০/২২ bbox=[210, 298, 261, 310]
notice-cell: দরপত্র দাখিলের স্থান bbox=[496, 2100, 640, 2119]
notice-memo: স্মারক নং-৫৮.০৪.৫০০০.১৪৫.০৫.০০২.২২-১২২/৪ bbox=[468, 1812, 655, 1822]
key-date-value: 04th February 2022 (Friday at 10:00 am) bbox=[1258, 2219, 1508, 2237]
headline: চাঁদপুরে আরও bbox=[1091, 313, 1223, 339]
notice-cell: ০৫ bbox=[468, 1965, 496, 1984]
feature-item: • Transport facilities for the off-campus students bbox=[1295, 1862, 1504, 1875]
classified-ad bbox=[77, 407, 262, 496]
ad-text: প্লট বিক্রয় : পূর্বাচল উপশহরে আমি জমির মালিক সরাসরি প্লট বিক্রয় করিব। ০১৮৪৪৯৯১২৩৩ bbox=[79, 1499, 261, 1543]
key-date-row bbox=[1019, 2200, 1508, 2219]
day: শনিবার bbox=[874, 83, 921, 102]
notice-row bbox=[468, 1945, 977, 1965]
headline: নিয়ন্ত্রণে আসছেই না bbox=[1065, 138, 1249, 164]
notice-cell: দরপত্র খোলার তারিখ ও সময় bbox=[496, 2061, 640, 2080]
ad-code: সি: ১৮২/২২ bbox=[210, 1475, 261, 1486]
notice-row bbox=[468, 2100, 977, 2119]
date: ৮ জানুয়ারি ২০২২ । ২৪ পৌষ ১৪২৮ bbox=[778, 104, 1017, 123]
notice-row bbox=[468, 2119, 977, 2138]
notice-cell: ০২ bbox=[468, 1907, 496, 1926]
ad-text: হাঁপানি : শ্বাসকষ্ট ও হাঁপানি থেকে মুক্তি পেতে হারবাল চিকিৎসা নিন। যোগাযোগ করুন: ০১৮৭২৬৬৫৫৬৬। bbox=[280, 1082, 445, 1127]
classified-ad bbox=[77, 1348, 262, 1421]
notice-row bbox=[468, 2080, 977, 2100]
notice-cell: ০৭ bbox=[468, 2003, 496, 2023]
notice-cell: ০৮ bbox=[468, 2023, 496, 2042]
contact-email: Email: physics@juniv.edu, mspwp@juniv.edu bbox=[1018, 2163, 1208, 2175]
notice-title: গণপ্রজাতন্ত্রী বাংলাদেশ সরকার bbox=[614, 1704, 831, 1724]
notice-office: কুষ্টিয়া জেলা কারাগার। bbox=[641, 1764, 803, 1784]
admission-ad bbox=[1000, 1707, 1521, 2321]
ad-text: প্লট বিক্রয় : বসুন্ধরা এল ব্লকে ৫ কাঠার প্লট বিক্রয় হবে এবং মিরপুর-১২, পল্লবীতে ৩ কাঠার বাণিজ্যিক প্লট বিক্রয় হবে। যোগাযোগ: ০১৭৫৩৫৬৯৮৮ bbox=[79, 719, 261, 779]
procedure-text: Application form can be downloaded from the website. After filling the form submit, submit online through E-mail along with 1000/-Tk application fee in Bkash (01318526935-personal) or by direct communication to the Department of Physics, Jahangirnagar University. Application fee 1000/-Tk bbox=[1018, 2104, 1497, 2142]
key-dates-label bbox=[1019, 2219, 1102, 2237]
section-name: খবর bbox=[150, 86, 215, 129]
feature-item: • Trimester system to complete program in one academic year bbox=[1036, 1862, 1245, 1889]
article-text: এলাকাবাসী জানান, র‍্যাবের এ অভিযানে তারা স্বস্তি পেয়েছেন। সন্ত্রাসীদের ভয়ে এতদিন তারা আতঙ্কে ছিলেন। দ্রুত বাকি অপরাধীদের আইনের আওতায় আনার দাবি জানান তারা। bbox=[1327, 502, 1518, 585]
ad-text: রেডিমেট বিক্রয় : বসুন্ধরা আবাসিক এলাকায় ২২৫০- ৩০০০ স্কয়ার ফিটের রেডি ফ্ল্যাট বিক্রয় হবে। যোগাযোগ: ০১৭৫১২৬২০২ bbox=[79, 897, 261, 942]
